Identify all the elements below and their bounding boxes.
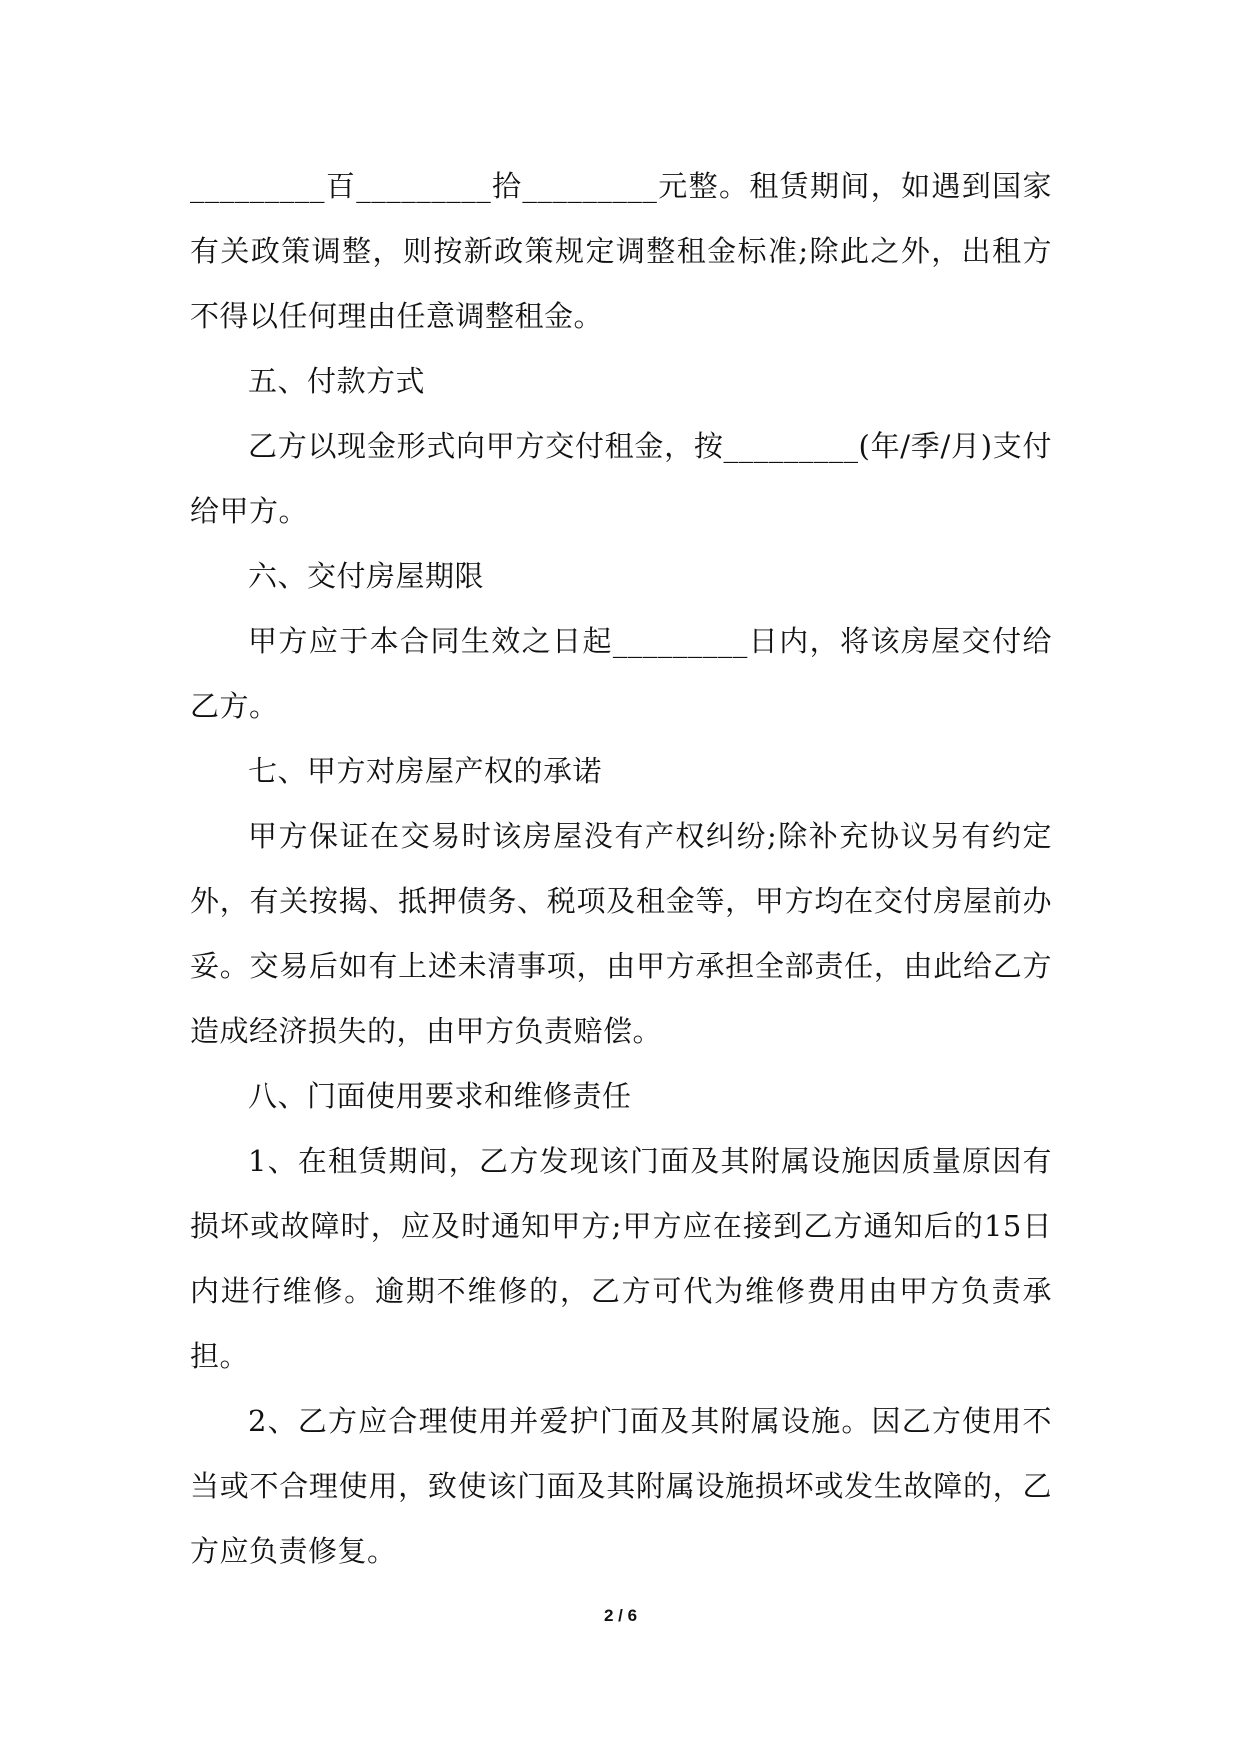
page-number: 2 / 6 (603, 1606, 638, 1625)
document-body (190, 154, 1052, 1584)
paragraph-maintenance-item-2: 2、乙方应合理使用并爱护门面及其附属设施。因乙方使用不当或不合理使用，致使该门面及其附属设施损坏或发生故障的，乙方应负责修复。 (190, 1404, 1052, 1568)
section-heading-property-rights: 七、甲方对房屋产权的承诺 (248, 754, 603, 788)
paragraph-maintenance-item-1: 1、在租赁期间，乙方发现该门面及其附属设施因质量原因有损坏或故障时，应及时通知甲方;甲方应在接到乙方通知后的15日内进行维修。逾期不维修的，乙方可代为维修费用由甲方负责承担。 (190, 1144, 1052, 1373)
section-heading-payment-method: 五、付款方式 (248, 364, 426, 398)
paragraph-payment-method: 乙方以现金形式向甲方交付租金，按_________(年/季/月)支付给甲方。 (190, 429, 1052, 528)
paragraph-rent-continuation: _________百_________拾_________元整。租赁期间，如遇到国家有关政策调整，则按新政策规定调整租金标准;除此之外，出租方不得以任何理由任意调整租金。 (190, 169, 1052, 333)
section-heading-delivery-period: 六、交付房屋期限 (248, 559, 485, 593)
section-heading-usage-maintenance: 八、门面使用要求和维修责任 (248, 1079, 632, 1113)
paragraph-property-rights: 甲方保证在交易时该房屋没有产权纠纷;除补充协议另有约定外，有关按揭、抵押债务、税项及租金等，甲方均在交付房屋前办妥。交易后如有上述未清事项，由甲方承担全部责任，由此给乙方造成经济损失的，由甲方负责赔偿。 (190, 819, 1052, 1048)
paragraph-delivery-period: 甲方应于本合同生效之日起_________日内，将该房屋交付给乙方。 (190, 624, 1052, 723)
